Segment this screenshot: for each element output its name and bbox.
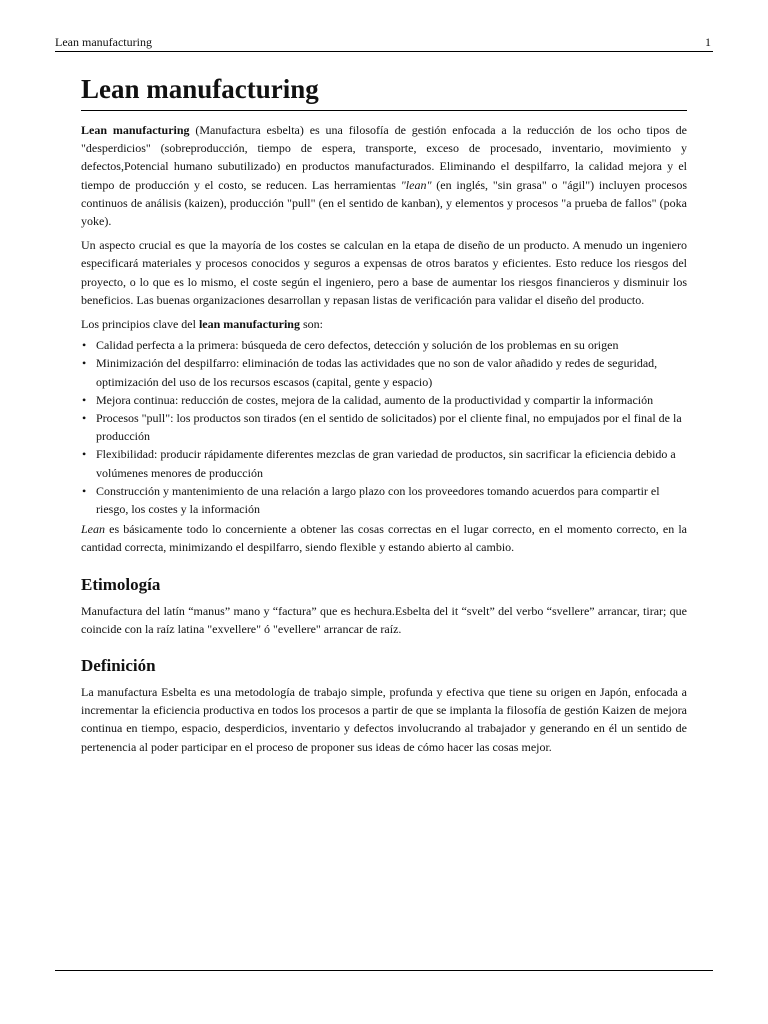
list-item: • Mejora continua: reducción de costes, mejora de la calidad, aumento de la productividad y compartir la información	[81, 391, 687, 409]
definicion-heading: Definición	[81, 656, 156, 676]
list-item: • Flexibilidad: producir rápidamente diferentes mezclas de gran variedad de productos, sin sacrificar la eficiencia debido a volúmenes menores de producción	[81, 445, 687, 481]
list-item: • Minimización del despilfarro: eliminación de todas las actividades que no son de valor añadido y redes de seguridad, optimización del uso de los recursos escasos (capital, gente y espacio)	[81, 354, 687, 390]
design-cost-paragraph: Un aspecto crucial es que la mayoría de los costes se calculan en la etapa de diseño de un producto. A menudo un ingeniero especificará materiales y procesos conocidos y seguros a expensas de otros baratos y eficientes. Esto reduce los riesgos del proyecto, o lo que es lo mismo, el coste según el ingeniero, pero a base de aumentar los riesgos financieros y disminuir los beneficios. Las buenas organizaciones desarrollan y repasan listas de verificación para validar el diseño del producto.	[81, 238, 687, 307]
intro-paragraph	[81, 121, 687, 230]
intro-text-2: (en inglés, "sin grasa" o "ágil") incluyen procesos continuos de análisis (kaizen), producción "pull" (en el sentido de kanban), y elementos y procesos "a prueba de fallos" (poka yoke).	[81, 177, 687, 229]
intro-term: Lean manufacturing	[81, 123, 190, 137]
list-item: • Construcción y mantenimiento de una relación a largo plazo con los proveedores tomando acuerdos para compartir el riesgo, los costes y la información	[81, 482, 687, 518]
footer-rule	[55, 970, 713, 971]
definicion-paragraph: La manufactura Esbelta es una metodología de trabajo simple, profunda y efectiva que tiene su origen en Japón, enfocada a incrementar la eficiencia productiva en todos los procesos a partir de que se implanta la filosofía de gestión Kaizen de mejora continua en tiempo, espacio, desperdicios, inventario y defectos involucrando al trabajador y generando en él un sentido de pertenencia al poder participar en el proceso de proponer sus ideas de cómo hacer las cosas mejor.	[81, 685, 687, 754]
running-header	[55, 36, 713, 52]
etimologia-heading: Etimología	[81, 574, 161, 594]
principles-intro-after: son:	[299, 317, 323, 332]
closing-lead: Lean	[81, 522, 105, 537]
principles-intro-before: Los principios clave del	[81, 317, 199, 332]
list-item: • Calidad perfecta a la primera: búsqueda de cero defectos, detección y solución de los problemas en su origen	[81, 336, 687, 354]
closing-text: es básicamente todo lo concerniente a obtener las cosas correctas en el lugar correcto, en el momento correcto, en la cantidad correcta, minimizando el despilfarro, siendo flexible y estando abierto al cambio.	[81, 522, 687, 555]
page-number: 1	[705, 35, 711, 49]
closing-paragraph	[81, 520, 687, 556]
principles-intro	[81, 315, 687, 333]
list-item: • Procesos "pull": los productos son tirados (en el sentido de solicitados) por el cliente final, no empujados por el final de la producción	[81, 409, 687, 445]
principles-list	[81, 336, 687, 518]
etimologia-paragraph: Manufactura del latín “manus” mano y “factura” que es hechura.Esbelta del it “svelt” del verbo “svellere” arrancar, tirar; que coincide con la raíz latina "exvellere" ó "evellere" arrancar de raíz.	[81, 603, 687, 636]
running-title: Lean manufacturing	[55, 35, 152, 49]
page-title: Lean manufacturing	[81, 72, 687, 111]
intro-text-1: (Manufactura esbelta) es una filosofía de gestión enfocada a la reducción de los ocho tipos de "desperdicios" (sobreproducción, tiempo de espera, transporte, exceso de procesado, inventario, movimiento y defectos,Potencial humano subutilizado) en productos manufacturados. Eliminando el despilfarro, la calidad mejora y el tiempo de producción y el costo, se reducen. Las herramientas	[81, 123, 687, 192]
principles-intro-term: lean manufacturing	[198, 317, 300, 332]
intro-lean-quote: "lean"	[400, 177, 432, 192]
article-body	[81, 72, 687, 756]
